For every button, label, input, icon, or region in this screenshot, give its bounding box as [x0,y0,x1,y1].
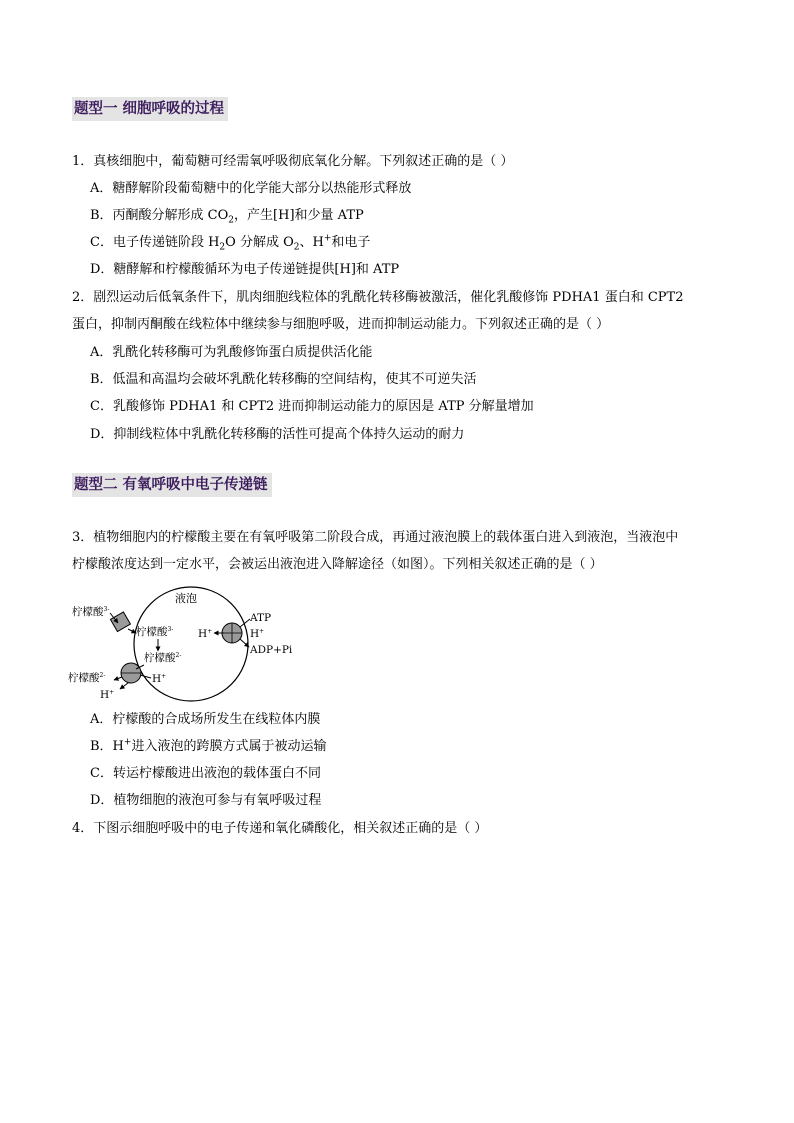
vacuole-diagram [66,585,306,703]
q1-option-a: A．糖酵解阶段葡萄糖中的化学能大部分以热能形式释放 [90,181,412,196]
citrate-outside-bottom: 柠檬酸$^{2-}$ [68,672,106,684]
citrate-outside-top: 柠檬酸$^{3-}$ [72,606,110,618]
section-title-1: 题型一 细胞呼吸的过程 [72,97,228,121]
h-ion-pumped-inside: H+ [198,628,213,640]
adp-pi-label: ADP+Pi [250,644,293,656]
h-ion-outside-bottom: H+ [100,689,115,701]
citrate-importer-carrier [110,612,130,632]
q3-stem-line1: 3．植物细胞内的柠檬酸主要在有氧呼吸第二阶段合成，再通过液泡膜上的载体蛋白进入到液泡，当液泡中 [72,530,679,545]
q2-option-b: B．低温和高温均会破坏乳酰化转移酶的空间结构，使其不可逆失活 [90,372,477,387]
q4-stem: 4．下图示细胞呼吸中的电子传递和氧化磷酸化，相关叙述正确的是（ ） [72,821,488,836]
h-ion-outside-right: H+ [250,628,265,640]
citrate-exporter-carrier [121,663,141,683]
arrow-into-vacuole [128,629,136,633]
q1-option-c: C．电子传递链阶段 $H_2O$ 分解成 $O_2$、H+和电子 [90,233,371,253]
q3-option-b: B．H+进入液泡的跨膜方式属于被动运输 [90,737,327,754]
q2-stem-line2: 蛋白，抑制丙酮酸在线粒体中继续参与细胞呼吸，进而抑制运动能力。下列叙述正确的是（ ） [72,317,610,332]
q1-option-b: B．丙酮酸分解形成 $CO_2$，产生[H]和少量 ATP [90,208,364,226]
q3-option-c: C．转运柠檬酸进出液泡的载体蛋白不同 [90,766,321,781]
arrow-citrate-export-out [114,677,122,680]
h-ion-inside-bottom: H+ [152,673,167,685]
proton-pump-atpase [222,623,242,643]
q2-option-c: C．乳酸修饰 PDHA1 和 CPT2 进而抑制运动能力的原因是 ATP 分解量增加 [90,399,534,414]
atp-label: ATP [250,612,272,624]
vacuole-label: 液泡 [175,592,197,605]
q1-stem: 1．真核细胞中，葡萄糖可经需氧呼吸彻底氧化分解。下列叙述正确的是（ ） [72,154,514,169]
q3-option-a: A．柠檬酸的合成场所发生在线粒体内膜 [90,712,321,727]
q2-option-a: A．乳酰化转移酶可为乳酸修饰蛋白质提供活化能 [90,345,373,360]
arrow-h-out-bottom [120,683,128,689]
q3-stem-line2: 柠檬酸浓度达到一定水平，会被运出液泡进入降解途径（如图）。下列相关叙述正确的是（ ） [72,557,603,572]
q1-option-d: D．糖酵解和柠檬酸循环为电子传递链提供[H]和 ATP [90,262,400,277]
q2-option-d: D．抑制线粒体中乳酰化转移酶的活性可提高个体持久运动的耐力 [90,427,465,442]
section-title-2: 题型二 有氧呼吸中电子传递链 [72,473,272,497]
q3-option-d: D．植物细胞的液泡可参与有氧呼吸过程 [90,793,322,808]
citrate-inside-middle: 柠檬酸$^{2-}$ [144,652,182,664]
q2-stem-line1: 2．剧烈运动后低氧条件下，肌肉细胞线粒体的乳酰化转移酶被激活，催化乳酸修饰 PDHA1 蛋白和 CPT2 [72,290,684,305]
citrate-inside-top: 柠檬酸$^{3-}$ [136,626,174,638]
